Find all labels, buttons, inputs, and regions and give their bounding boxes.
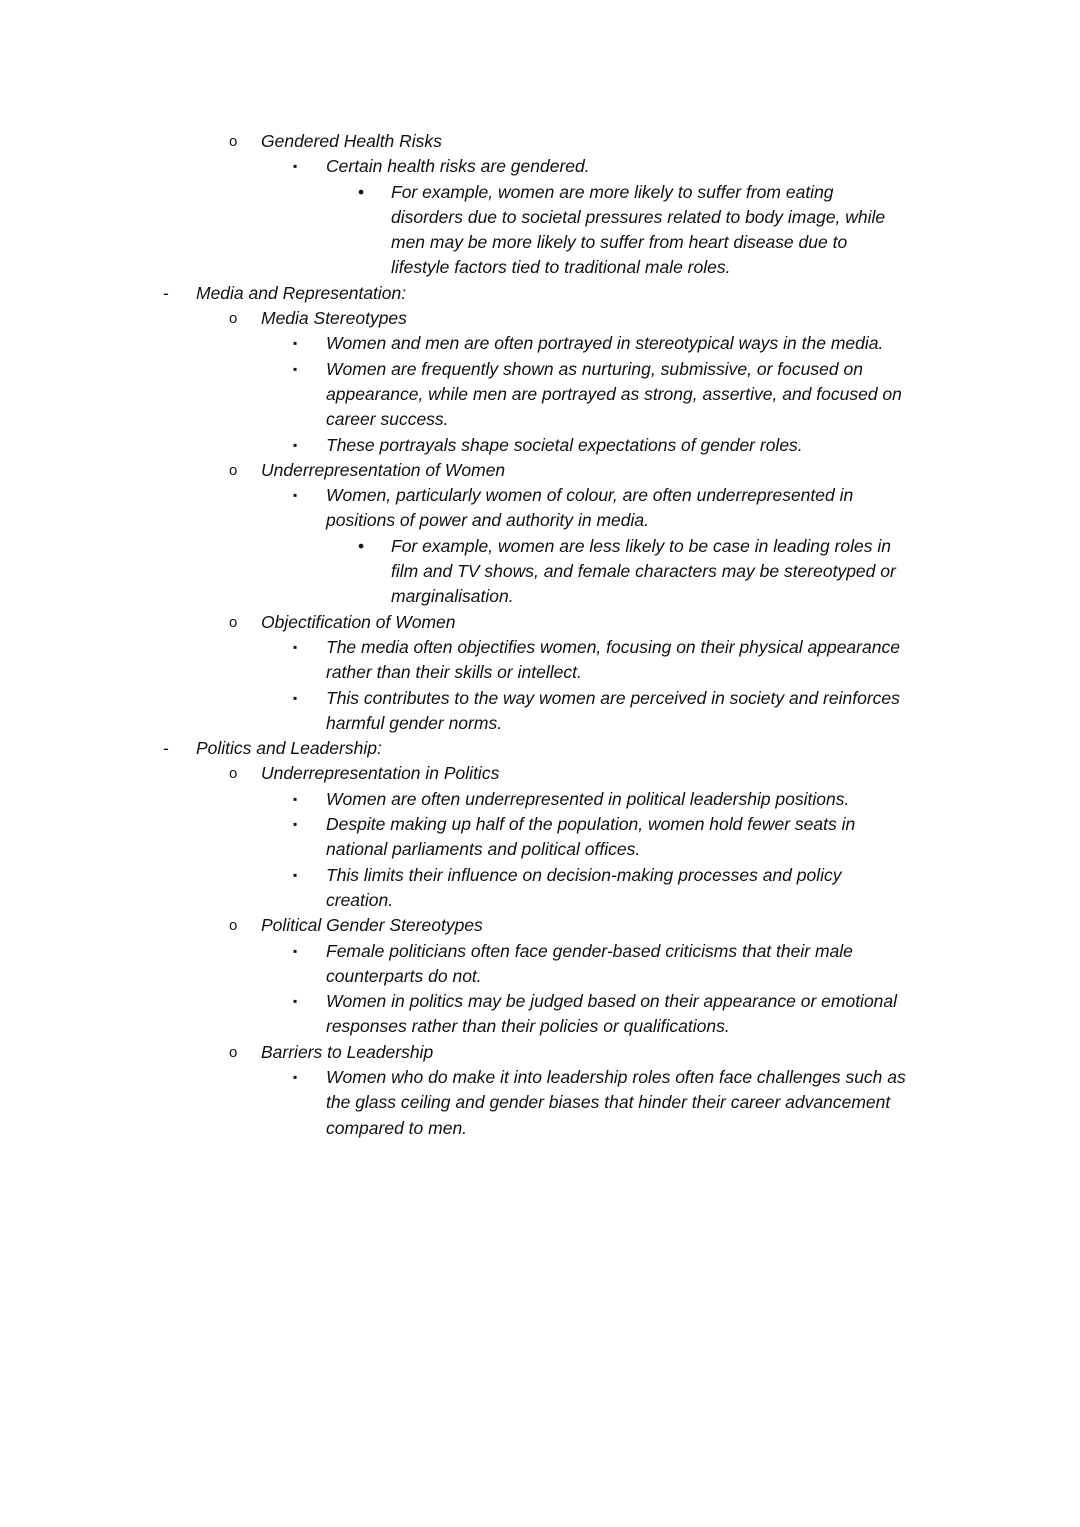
line-text: rather than their skills or intellect.	[326, 662, 582, 683]
line-text: Media and Representation:	[196, 282, 407, 303]
text-line	[0, 989, 1080, 1014]
text-line	[0, 635, 1080, 660]
list-item	[0, 433, 1080, 458]
line-text: Women are often underrepresented in political leadership positions.	[326, 788, 850, 809]
text-line	[0, 382, 1080, 407]
text-line	[0, 129, 1080, 154]
square-bullet-icon: ▪	[293, 1069, 298, 1084]
line-text: film and TV shows, and female characters may be stereotyped or	[391, 561, 896, 582]
list-item	[0, 357, 1080, 433]
line-text: These portrayals shape societal expectations of gender roles.	[326, 434, 803, 455]
line-text: Politics and Leadership:	[196, 738, 382, 759]
line-text: The media often objectifies women, focusing on their physical appearance	[326, 636, 900, 657]
text-line	[0, 559, 1080, 584]
text-line	[0, 154, 1080, 179]
subsection-heading	[0, 913, 1080, 938]
square-bullet-icon: ▪	[293, 437, 298, 452]
text-line	[0, 433, 1080, 458]
document-body	[0, 129, 1080, 1141]
line-text: compared to men.	[326, 1117, 468, 1138]
line-text: harmful gender norms.	[326, 712, 503, 733]
dot-bullet-icon: •	[358, 535, 365, 556]
line-text: Women who do make it into leadership roles often face challenges such as	[326, 1066, 906, 1087]
section-heading	[0, 736, 1080, 761]
text-line	[0, 534, 1080, 559]
line-text: Objectification of Women	[261, 611, 456, 632]
text-line	[0, 837, 1080, 862]
square-bullet-icon: ▪	[293, 690, 298, 705]
text-line	[0, 761, 1080, 786]
list-item	[0, 534, 1080, 610]
subsection-heading	[0, 129, 1080, 154]
line-text: Gendered Health Risks	[261, 131, 442, 151]
text-line	[0, 736, 1080, 761]
text-line	[0, 787, 1080, 812]
text-line	[0, 281, 1080, 306]
list-item	[0, 686, 1080, 737]
text-line	[0, 939, 1080, 964]
text-line	[0, 407, 1080, 432]
list-item	[0, 635, 1080, 686]
circle-bullet-icon: o	[229, 310, 238, 328]
text-line	[0, 610, 1080, 635]
text-line	[0, 812, 1080, 837]
subsection-heading	[0, 306, 1080, 331]
line-text: marginalisation.	[391, 586, 514, 607]
text-line	[0, 255, 1080, 280]
list-item	[0, 989, 1080, 1040]
line-text: national parliaments and political offices.	[326, 839, 641, 860]
line-text: responses rather than their policies or qualifications.	[326, 1016, 730, 1037]
square-bullet-icon: ▪	[293, 159, 298, 174]
text-line	[0, 205, 1080, 230]
dash-bullet-icon: -	[163, 282, 169, 303]
text-line	[0, 964, 1080, 989]
subsection-heading	[0, 610, 1080, 635]
square-bullet-icon: ▪	[293, 943, 298, 958]
square-bullet-icon: ▪	[293, 994, 298, 1009]
square-bullet-icon: ▪	[293, 867, 298, 882]
circle-bullet-icon: o	[229, 133, 238, 150]
text-line	[0, 1065, 1080, 1090]
list-item	[0, 863, 1080, 914]
line-text: lifestyle factors tied to traditional male roles.	[391, 257, 731, 278]
text-line	[0, 686, 1080, 711]
text-line	[0, 180, 1080, 205]
circle-bullet-icon: o	[229, 613, 238, 631]
dash-bullet-icon: -	[163, 738, 169, 759]
line-text: Underrepresentation in Politics	[261, 763, 500, 784]
text-line	[0, 306, 1080, 331]
line-text: appearance, while men are portrayed as strong, assertive, and focused on	[326, 383, 902, 404]
line-text: Women in politics may be judged based on their appearance or emotional	[326, 991, 898, 1012]
text-line	[0, 1014, 1080, 1039]
square-bullet-icon: ▪	[293, 639, 298, 654]
square-bullet-icon: ▪	[293, 361, 298, 376]
circle-bullet-icon: o	[229, 1043, 238, 1061]
text-line	[0, 888, 1080, 913]
line-text: Women are frequently shown as nurturing, submissive, or focused on	[326, 358, 863, 379]
line-text: Barriers to Leadership	[261, 1041, 434, 1062]
text-line	[0, 458, 1080, 483]
list-item	[0, 1065, 1080, 1141]
list-item	[0, 939, 1080, 990]
subsection-heading	[0, 1040, 1080, 1065]
list-item	[0, 787, 1080, 812]
line-text: Despite making up half of the population, women hold fewer seats in	[326, 814, 856, 835]
line-text: This contributes to the way women are perceived in society and reinforces	[326, 687, 900, 708]
text-line	[0, 584, 1080, 609]
line-text: Women and men are often portrayed in stereotypical ways in the media.	[326, 333, 884, 354]
section-heading	[0, 281, 1080, 306]
text-line	[0, 508, 1080, 533]
text-line	[0, 331, 1080, 356]
circle-bullet-icon: o	[229, 765, 238, 783]
subsection-heading	[0, 458, 1080, 483]
circle-bullet-icon: o	[229, 917, 238, 935]
line-text: Female politicians often face gender-based criticisms that their male	[326, 940, 853, 961]
line-text: disorders due to societal pressures related to body image, while	[391, 206, 886, 227]
line-text: Women, particularly women of colour, are often underrepresented in	[326, 485, 854, 506]
line-text: the glass ceiling and gender biases that hinder their career advancement	[326, 1092, 891, 1113]
square-bullet-icon: ▪	[293, 488, 298, 503]
text-line	[0, 483, 1080, 508]
line-text: For example, women are less likely to be case in leading roles in	[391, 535, 891, 556]
list-item	[0, 180, 1080, 281]
dot-bullet-icon: •	[358, 181, 365, 202]
line-text: Underrepresentation of Women	[261, 459, 506, 480]
line-text: Certain health risks are gendered.	[326, 156, 590, 177]
text-line	[0, 1090, 1080, 1115]
line-text: men may be more likely to suffer from heart disease due to	[391, 232, 848, 253]
subsection-heading	[0, 761, 1080, 786]
line-text: positions of power and authority in media.	[326, 510, 649, 531]
text-line	[0, 357, 1080, 382]
line-text: Media Stereotypes	[261, 308, 407, 329]
text-line	[0, 1040, 1080, 1065]
square-bullet-icon: ▪	[293, 791, 298, 806]
list-item	[0, 812, 1080, 863]
line-text: This limits their influence on decision-making processes and policy	[326, 864, 842, 885]
line-text: career success.	[326, 409, 449, 430]
line-text: Political Gender Stereotypes	[261, 915, 483, 936]
circle-bullet-icon: o	[229, 461, 238, 479]
list-item	[0, 331, 1080, 356]
line-text: creation.	[326, 889, 394, 910]
text-line	[0, 913, 1080, 938]
text-line	[0, 1116, 1080, 1141]
square-bullet-icon: ▪	[293, 817, 298, 832]
list-item	[0, 154, 1080, 179]
line-text: For example, women are more likely to suffer from eating	[391, 181, 834, 202]
text-line	[0, 230, 1080, 255]
line-text: counterparts do not.	[326, 965, 482, 986]
square-bullet-icon: ▪	[293, 336, 298, 351]
text-line	[0, 660, 1080, 685]
text-line	[0, 863, 1080, 888]
text-line	[0, 711, 1080, 736]
list-item	[0, 483, 1080, 534]
